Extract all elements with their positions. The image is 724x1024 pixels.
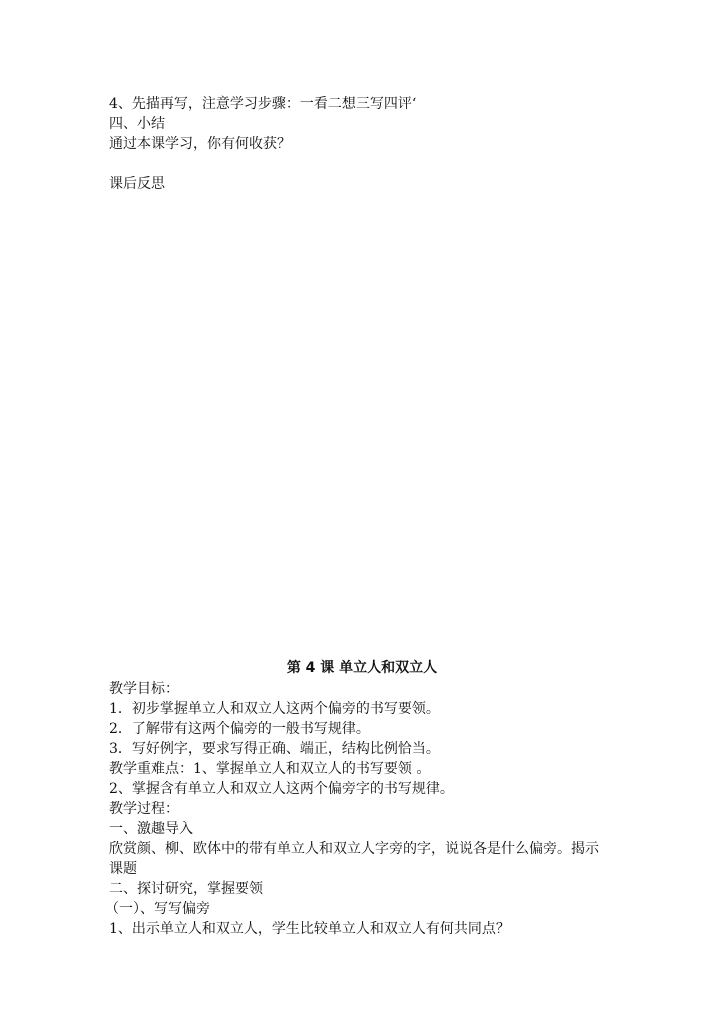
objectives-heading: 教学目标： bbox=[109, 681, 179, 697]
step-heading: 二、探讨研究，掌握要领 bbox=[109, 881, 263, 897]
process-heading: 教学过程： bbox=[109, 801, 179, 817]
exercise-line: 1、出示单立人和双立人，学生比较单立人和双立人有何共同点？ bbox=[109, 921, 510, 937]
step-line: 4、先描再写，注意学习步骤：一看二想三写四评‘ bbox=[109, 96, 417, 112]
step-heading: 一、激趣导入 bbox=[109, 821, 193, 837]
intro-paragraph-continued: 课题 bbox=[109, 861, 137, 877]
reflection-heading: 课后反思 bbox=[109, 176, 165, 192]
objective-item: 1．初步掌握单立人和双立人这两个偏旁的书写要领。 bbox=[109, 701, 440, 717]
summary-question: 通过本课学习，你有何收获？ bbox=[109, 136, 291, 152]
sub-step-heading: （一）、写写偏旁 bbox=[105, 901, 210, 917]
objective-item: 3．写好例字，要求写得正确、端正，结构比例恰当。 bbox=[109, 741, 440, 757]
intro-paragraph: 欣赏颜、柳、欧体中的带有单立人和双立人字旁的字，说说各是什么偏旁。揭示 bbox=[109, 841, 599, 857]
objective-item: 2．了解带有这两个偏旁的一般书写规律。 bbox=[109, 721, 370, 737]
key-points-line: 教学重难点：1、掌握单立人和双立人的书写要领 。 bbox=[109, 761, 431, 777]
summary-heading: 四、小结 bbox=[109, 116, 165, 132]
key-points-line: 2、掌握含有单立人和双立人这两个偏旁字的书写规律。 bbox=[109, 781, 454, 797]
lesson-title: 第 4 课 单立人和双立人 bbox=[286, 660, 438, 676]
